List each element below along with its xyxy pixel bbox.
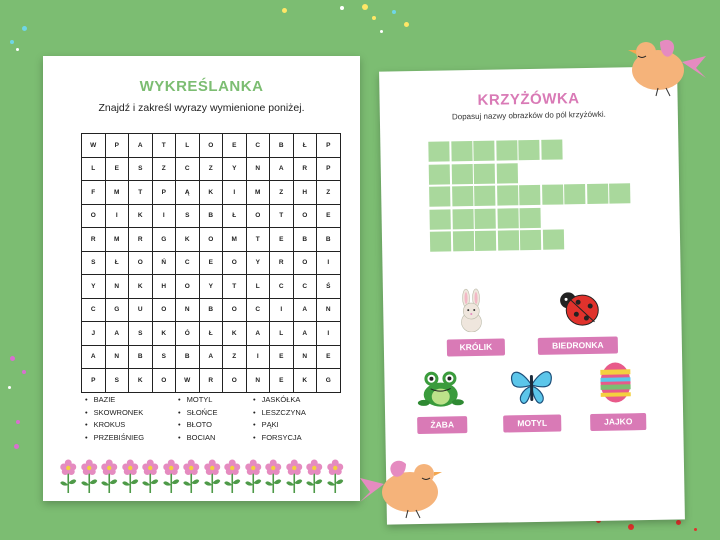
- grid-cell: T: [152, 134, 176, 158]
- crossword-cell[interactable]: [452, 186, 473, 206]
- grid-cell: E: [105, 157, 129, 181]
- ladybug-icon: [558, 288, 601, 329]
- grid-cell: A: [129, 134, 153, 158]
- rabbit-icon: [456, 288, 487, 333]
- grid-cell: K: [176, 228, 200, 252]
- grid-cell: Y: [246, 251, 270, 275]
- grid-cell: W: [176, 369, 200, 393]
- grid-cell: B: [270, 134, 294, 158]
- crossword-cell[interactable]: [429, 186, 450, 206]
- grid-cell: P: [105, 134, 129, 158]
- word-list-item: • BŁOTO: [178, 419, 217, 432]
- grid-cell: I: [317, 322, 341, 346]
- grid-cell: E: [317, 345, 341, 369]
- word-list-col1: [85, 394, 144, 444]
- grid-cell: S: [129, 157, 153, 181]
- grid-cell: C: [270, 275, 294, 299]
- grid-cell: Ń: [152, 251, 176, 275]
- crossword-cell[interactable]: [541, 139, 562, 159]
- frog-icon: [416, 366, 465, 409]
- crossword-cell[interactable]: [519, 207, 540, 227]
- grid-cell: K: [152, 322, 176, 346]
- grid-cell: B: [176, 345, 200, 369]
- grid-cell: E: [199, 251, 223, 275]
- grid-cell: T: [270, 204, 294, 228]
- grid-cell: I: [223, 181, 247, 205]
- grid-cell: O: [246, 204, 270, 228]
- grid-cell: S: [82, 251, 106, 275]
- grid-cell: Z: [317, 181, 341, 205]
- grid-cell: A: [82, 345, 106, 369]
- grid-cell: Ó: [176, 322, 200, 346]
- bird-icon: [358, 458, 446, 520]
- word-list-col3: [253, 394, 306, 444]
- grid-cell: B: [199, 298, 223, 322]
- grid-cell: F: [82, 181, 106, 205]
- grid-cell: C: [246, 298, 270, 322]
- flower-icon: [58, 459, 79, 493]
- crossword-cell[interactable]: [429, 209, 450, 229]
- crossword-cell[interactable]: [496, 140, 517, 160]
- flower-icon: [161, 459, 182, 493]
- grid-cell: N: [105, 345, 129, 369]
- grid-cell: P: [152, 181, 176, 205]
- crossword-cell[interactable]: [520, 230, 541, 250]
- word-search-instruction: Znajdź i zakreśl wyrazy wymienione poniżej.: [98, 102, 305, 114]
- grid-cell: N: [246, 157, 270, 181]
- grid-cell: P: [317, 134, 341, 158]
- grid-cell: L: [246, 275, 270, 299]
- grid-cell: B: [129, 345, 153, 369]
- grid-cell: O: [176, 275, 200, 299]
- label-button-0: KRÓLIK: [447, 338, 505, 356]
- crossword-cell[interactable]: [474, 163, 495, 183]
- label-button-3: MOTYL: [503, 415, 561, 433]
- crossword-cell[interactable]: [609, 183, 630, 203]
- grid-cell: K: [223, 322, 247, 346]
- grid-cell: N: [246, 369, 270, 393]
- grid-cell: C: [176, 251, 200, 275]
- word-list-item: • LESZCZYNA: [253, 407, 306, 420]
- crossword-cell[interactable]: [430, 231, 451, 251]
- grid-row: [82, 204, 341, 228]
- flower-icon: [79, 459, 100, 493]
- grid-cell: B: [293, 228, 317, 252]
- grid-cell: E: [223, 134, 247, 158]
- grid-row: [82, 298, 341, 322]
- label-button-4: JAJKO: [590, 413, 646, 431]
- grid-row: [82, 181, 341, 205]
- grid-cell: R: [293, 157, 317, 181]
- grid-cell: W: [82, 134, 106, 158]
- label-button-1: BIEDRONKA: [538, 337, 618, 355]
- grid-cell: O: [223, 251, 247, 275]
- grid-cell: M: [105, 181, 129, 205]
- grid-cell: O: [293, 204, 317, 228]
- grid-cell: N: [293, 345, 317, 369]
- flower-icon: [263, 459, 284, 493]
- grid-cell: K: [129, 369, 153, 393]
- word-list-item: • SŁOŃCE: [178, 407, 217, 420]
- crossword-cell[interactable]: [429, 164, 450, 184]
- grid-cell: Z: [223, 345, 247, 369]
- grid-row: [82, 345, 341, 369]
- crossword-cell[interactable]: [452, 231, 473, 251]
- grid-cell: R: [82, 228, 106, 252]
- butterfly-icon: [508, 365, 555, 408]
- grid-cell: O: [293, 251, 317, 275]
- grid-cell: O: [199, 228, 223, 252]
- grid-cell: Z: [152, 157, 176, 181]
- grid-cell: Ł: [199, 322, 223, 346]
- grid-cell: Ś: [317, 275, 341, 299]
- grid-cell: S: [129, 322, 153, 346]
- flower-icon: [181, 459, 202, 493]
- crossword-instruction: Dopasuj nazwy obrazków do pól krzyżówki.: [451, 109, 606, 122]
- flower-icon: [304, 459, 325, 493]
- crossword-cell[interactable]: [497, 230, 518, 250]
- grid-row: [82, 157, 341, 181]
- grid-cell: M: [105, 228, 129, 252]
- word-list-item: • BOCIAN: [178, 432, 217, 445]
- crossword-title: KRZYŻÓWKA: [477, 90, 580, 109]
- grid-row: [82, 228, 341, 252]
- grid-cell: A: [270, 157, 294, 181]
- word-list-item: • PRZEBIŚNIEG: [85, 432, 144, 445]
- grid-cell: H: [152, 275, 176, 299]
- grid-cell: I: [105, 204, 129, 228]
- grid-cell: K: [199, 181, 223, 205]
- grid-cell: I: [152, 204, 176, 228]
- grid-cell: G: [105, 298, 129, 322]
- word-list-item: • SKOWRONEK: [85, 407, 144, 420]
- grid-cell: Y: [199, 275, 223, 299]
- grid-cell: A: [105, 322, 129, 346]
- crossword-cell[interactable]: [497, 208, 518, 228]
- easter-egg-icon: [598, 359, 633, 404]
- grid-cell: S: [105, 369, 129, 393]
- grid-cell: N: [317, 298, 341, 322]
- grid-cell: N: [176, 298, 200, 322]
- grid-cell: T: [246, 228, 270, 252]
- crossword-cell[interactable]: [497, 185, 518, 205]
- crossword-cell[interactable]: [519, 185, 540, 205]
- grid-cell: G: [152, 228, 176, 252]
- flower-icon: [202, 459, 223, 493]
- word-search-sheet: [43, 56, 360, 501]
- grid-cell: O: [129, 251, 153, 275]
- grid-cell: Ą: [176, 181, 200, 205]
- grid-cell: L: [176, 134, 200, 158]
- grid-cell: O: [223, 369, 247, 393]
- grid-cell: Ł: [105, 251, 129, 275]
- grid-cell: A: [246, 322, 270, 346]
- grid-cell: C: [82, 298, 106, 322]
- word-list-item: • FORSYCJA: [253, 432, 306, 445]
- crossword-cell[interactable]: [474, 208, 495, 228]
- flower-icon: [99, 459, 120, 493]
- word-list-item: • MOTYL: [178, 394, 217, 407]
- grid-cell: Ł: [223, 204, 247, 228]
- grid-row: [82, 251, 341, 275]
- grid-cell: A: [199, 345, 223, 369]
- grid-cell: R: [129, 228, 153, 252]
- crossword-cell[interactable]: [475, 231, 496, 251]
- grid-cell: Y: [223, 157, 247, 181]
- grid-cell: R: [270, 251, 294, 275]
- grid-cell: E: [317, 204, 341, 228]
- grid-cell: G: [317, 369, 341, 393]
- grid-cell: N: [105, 275, 129, 299]
- grid-row: [82, 275, 341, 299]
- grid-cell: E: [270, 345, 294, 369]
- word-list-item: • JASKÓŁKA: [253, 394, 306, 407]
- grid-cell: P: [317, 157, 341, 181]
- grid-cell: I: [246, 345, 270, 369]
- crossword-cell[interactable]: [451, 141, 472, 161]
- grid-cell: Ł: [293, 134, 317, 158]
- crossword-cell[interactable]: [518, 140, 539, 160]
- grid-cell: K: [129, 275, 153, 299]
- grid-cell: T: [223, 275, 247, 299]
- grid-row: [82, 369, 341, 393]
- grid-cell: Z: [199, 157, 223, 181]
- grid-cell: Y: [82, 275, 106, 299]
- flower-icon: [243, 459, 264, 493]
- word-list-item: • KROKUS: [85, 419, 144, 432]
- grid-cell: B: [199, 204, 223, 228]
- grid-cell: M: [246, 181, 270, 205]
- grid-cell: K: [129, 204, 153, 228]
- grid-cell: P: [82, 369, 106, 393]
- flower-icon: [120, 459, 141, 493]
- grid-cell: I: [317, 251, 341, 275]
- crossword-cell[interactable]: [496, 163, 517, 183]
- grid-cell: C: [246, 134, 270, 158]
- word-search-title: WYKREŚLANKA: [139, 78, 264, 95]
- grid-cell: J: [82, 322, 106, 346]
- grid-cell: A: [293, 298, 317, 322]
- flower-icon: [325, 459, 346, 493]
- grid-cell: O: [223, 298, 247, 322]
- flower-icon: [140, 459, 161, 493]
- grid-cell: B: [317, 228, 341, 252]
- grid-row: [82, 322, 341, 346]
- flower-icon: [284, 459, 305, 493]
- word-list-item: • BAZIE: [85, 394, 144, 407]
- grid-cell: E: [270, 369, 294, 393]
- grid-cell: O: [152, 298, 176, 322]
- grid-cell: S: [176, 204, 200, 228]
- grid-cell: E: [270, 228, 294, 252]
- grid-cell: H: [293, 181, 317, 205]
- grid-cell: U: [129, 298, 153, 322]
- flower-border: [58, 459, 345, 493]
- crossword-cell[interactable]: [587, 184, 608, 204]
- grid-cell: I: [270, 298, 294, 322]
- flower-icon: [222, 459, 243, 493]
- crossword-cell[interactable]: [473, 141, 494, 161]
- grid-cell: O: [152, 369, 176, 393]
- grid-cell: O: [199, 134, 223, 158]
- grid-row: [82, 134, 341, 158]
- crossword-cell[interactable]: [451, 164, 472, 184]
- grid-cell: C: [293, 275, 317, 299]
- word-list-item: • PĄKI: [253, 419, 306, 432]
- crossword-cell[interactable]: [452, 209, 473, 229]
- crossword-cell[interactable]: [564, 184, 585, 204]
- grid-cell: T: [129, 181, 153, 205]
- crossword-sheet: [379, 66, 685, 524]
- grid-cell: S: [152, 345, 176, 369]
- crossword-cell[interactable]: [428, 141, 449, 161]
- grid-cell: M: [223, 228, 247, 252]
- crossword-cell[interactable]: [474, 186, 495, 206]
- grid-cell: Z: [270, 181, 294, 205]
- grid-cell: C: [176, 157, 200, 181]
- letter-grid: [81, 133, 341, 393]
- grid-cell: K: [293, 369, 317, 393]
- grid-cell: L: [270, 322, 294, 346]
- crossword-cell[interactable]: [542, 229, 563, 249]
- crossword-cell[interactable]: [542, 184, 563, 204]
- label-button-2: ŻABA: [417, 416, 467, 434]
- bird-icon: [624, 38, 708, 98]
- word-list-col2: [178, 394, 217, 444]
- grid-cell: L: [82, 157, 106, 181]
- grid-cell: O: [82, 204, 106, 228]
- grid-cell: A: [293, 322, 317, 346]
- grid-cell: R: [199, 369, 223, 393]
